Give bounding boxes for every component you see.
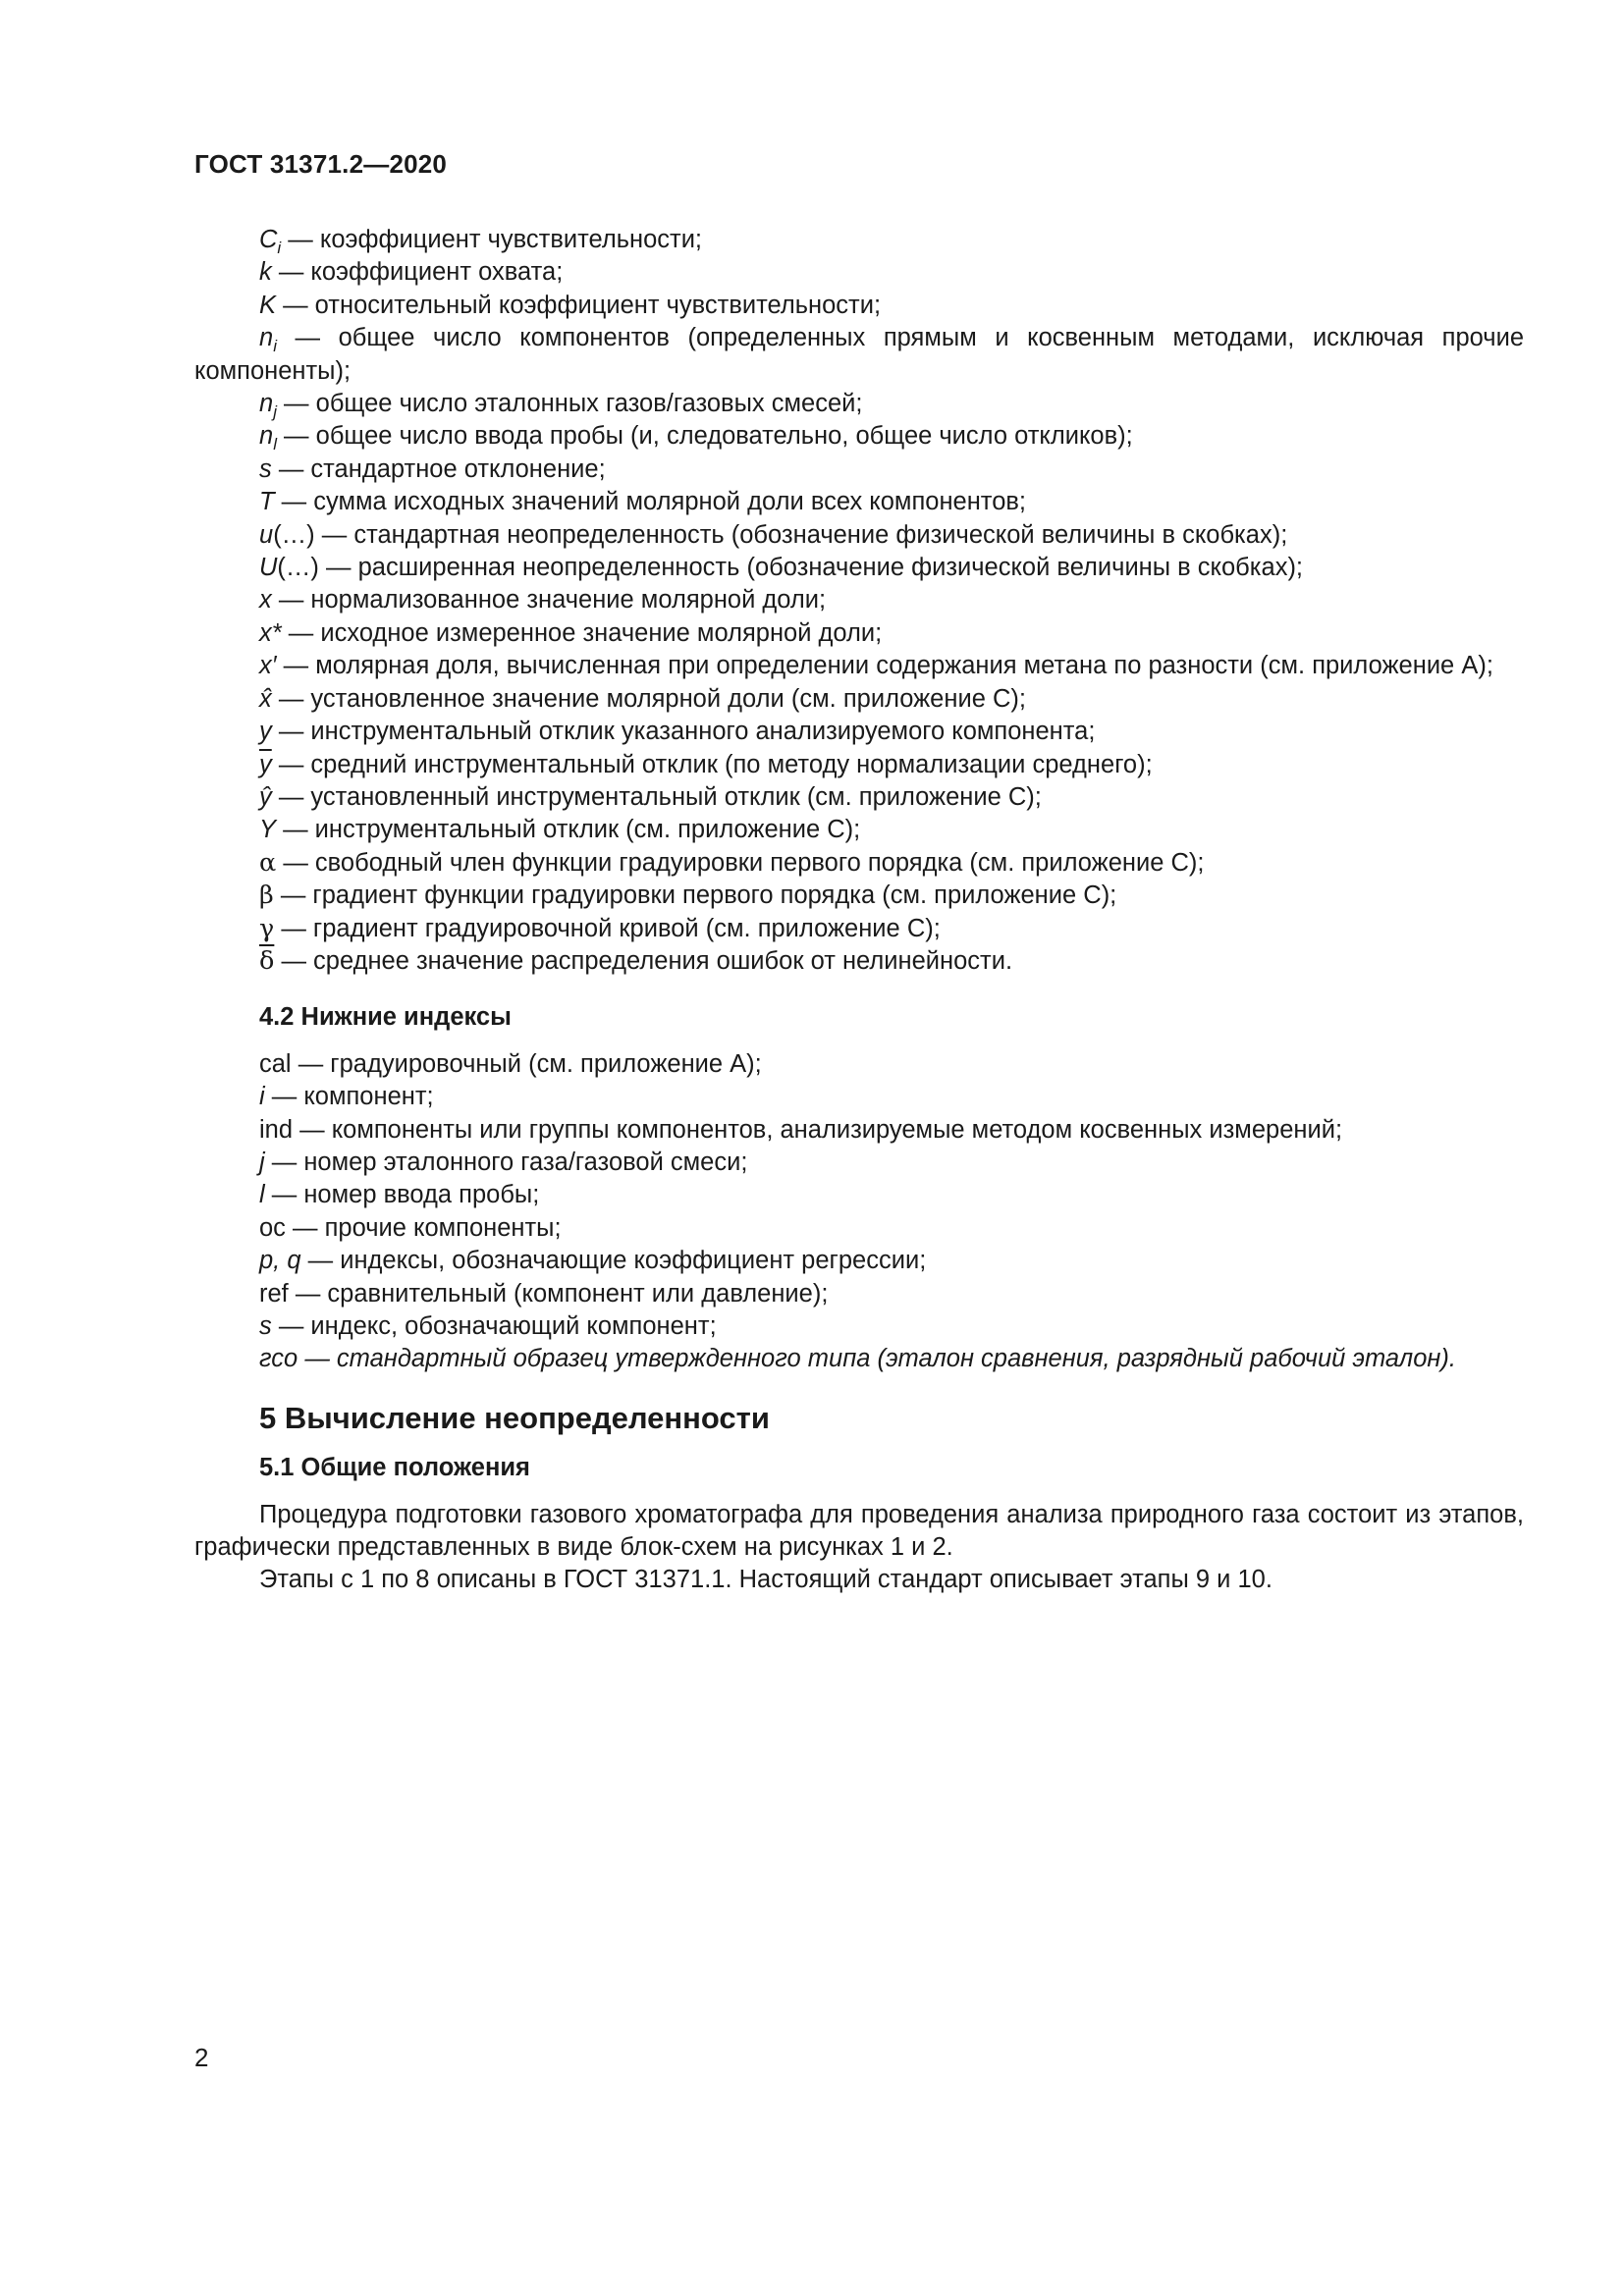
symbol-row: s — стандартное отклонение; [259,454,606,483]
symbol-row: $\overline{y}$ — средний инструментальный отклик (по методу нормализации среднего); [259,750,1153,778]
symbol-row: γ — градиент градуировочной кривой (см. приложение С); [259,913,941,943]
paragraph: Этапы с 1 по 8 описаны в ГОСТ 31371.1. Настоящий стандарт описывает этапы 9 и 10. [259,1566,1272,1594]
symbol-row: y — инструментальный отклик указанного анализируемого компонента; [259,718,1096,746]
symbol-row: x′ — молярная доля, вычисленная при определении содержания метана по разности (см. приложение А); [259,652,1493,680]
subscript: гсо [259,1345,298,1373]
symbol: x̂ [259,684,272,713]
symbol-row: T — сумма исходных значений молярной доли всех компонентов; [259,488,1027,516]
symbol-row: $n_l$ — общее число ввода пробы (и, следовательно, общее число откликов); [259,422,1133,454]
page-number: 2 [194,2043,209,2072]
symbol-row: ŷ — установленный инструментальный отклик (см. приложение С); [259,782,1042,811]
section-heading-4-2: 4.2 Нижние индексы [259,1003,512,1032]
symbol-row: $n_j$ — общее число эталонных газов/газовых смесей; [259,390,863,422]
symbol-row: k — коэффициент охвата; [259,258,564,287]
symbol-row: U(…) — расширенная неопределенность (обозначение физической величины в скобках); [259,554,1304,582]
symbol-row: x̂ — установленное значение молярной доли (см. приложение С); [259,684,1026,713]
symbol-row: u(…) — стандартная неопределенность (обозначение физической величины в скобках); [259,520,1288,549]
symbol: K [259,291,277,319]
symbol-row: $C_i$ — коэффициент чувствительности; [259,226,703,257]
subscript: ref [259,1279,289,1308]
symbol-row: Y — инструментальный отклик (см. приложение С); [259,816,861,844]
paragraph: Процедура подготовки газового хроматографа для проведения анализа природного газа состоит из этапов, графически представленных в виде блок-схем на рисунках 1 и 2. [194,1500,1524,1562]
symbol-row: x* — исходное измеренное значение молярной доли; [259,618,883,647]
symbol: ŷ [259,782,272,811]
symbol-row: α — свободный член функции градуировки первого порядка (см. приложение С); [259,847,1205,878]
subscripts-list [194,1048,1524,1376]
symbol-row: $n_i$ — общее число компонентов (определенных прямым и косвенным методами, исключая прочие компоненты); [194,324,1524,385]
symbol: β [259,881,274,911]
subscript-row: s — индекс, обозначающий компонент; [259,1312,717,1340]
subscript-row: cal — градуировочный (см. приложение А); [259,1049,762,1078]
symbol: $\overline{\delta}$ [259,945,275,976]
symbol: y [259,718,272,746]
subscript: s [259,1312,272,1340]
symbol: U [259,554,278,582]
symbols-list [194,224,1524,978]
symbol: $n_j$ [259,390,277,422]
symbol: γ [259,913,275,943]
subscript: oc [259,1213,286,1242]
symbol-row: $\overline{\delta}$ — среднее значение распределения ошибок от нелинейности. [259,945,1013,976]
subscript: cal [259,1049,292,1078]
symbol: x [259,586,272,614]
subscript: l [259,1181,265,1209]
subscript: j [259,1148,265,1176]
symbol: $\overline{y}$ [259,750,272,778]
symbol: $n_i$ [259,324,277,356]
symbol: x* [259,618,282,647]
symbol: Y [259,816,277,844]
symbol: u [259,520,274,549]
subscript-row: p, q — индексы, обозначающие коэффициент регрессии; [259,1247,927,1275]
document-header: ГОСТ 31371.2—2020 [194,149,448,179]
subscript-row: l — номер ввода пробы; [259,1181,540,1209]
page-content [194,224,1524,1597]
subscript-row: ind — компоненты или группы компонентов, анализируемые методом косвенных измерений; [259,1115,1343,1144]
section-heading-5: 5 Вычисление неопределенности [259,1400,770,1435]
subscript: p, q [259,1247,301,1275]
subscript-row: ref — сравнительный (компонент или давление); [259,1279,829,1308]
symbol-row: x — нормализованное значение молярной доли; [259,586,827,614]
subscript-row: гсо — стандартный образец утвержденного типа (эталон сравнения, разрядный рабочий эталон). [259,1345,1456,1373]
symbol-row: β — градиент функции градуировки первого порядка (см. приложение С); [259,881,1117,911]
symbol: α [259,847,277,878]
subscript: i [259,1083,265,1111]
subscript-row: j — номер эталонного газа/газовой смеси; [259,1148,748,1176]
subscript: ind [259,1115,294,1144]
subscript-row: oc — прочие компоненты; [259,1213,562,1242]
symbol: $C_i$ [259,226,282,257]
symbol: k [259,258,272,287]
symbol: $n_l$ [259,422,277,454]
section-heading-5-1: 5.1 Общие положения [259,1454,530,1482]
symbol: T [259,488,275,516]
symbol-row: K — относительный коэффициент чувствительности; [259,291,882,319]
symbol: x′ [259,652,277,680]
symbol: s [259,454,272,483]
subscript-row: i — компонент; [259,1083,434,1111]
